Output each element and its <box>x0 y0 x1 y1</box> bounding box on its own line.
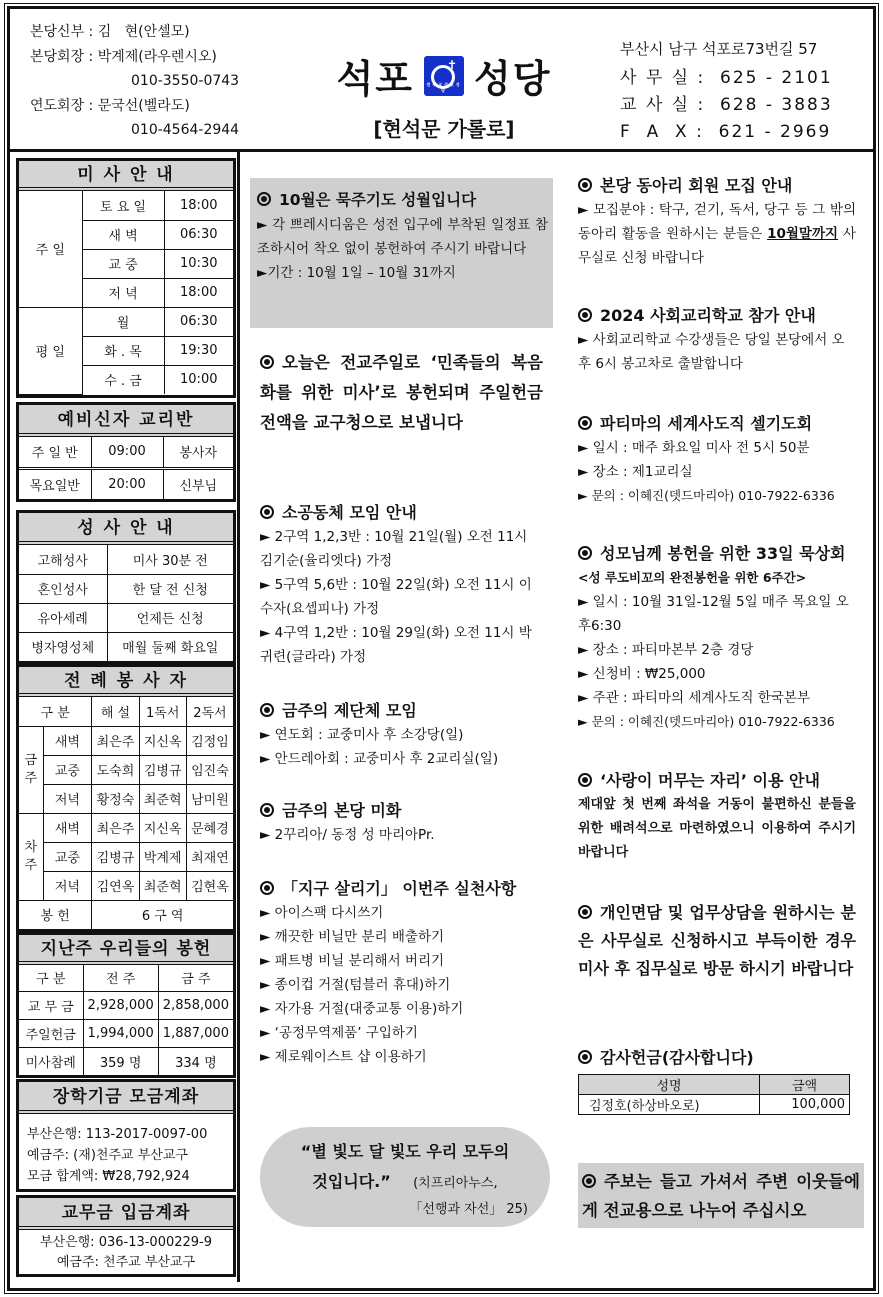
list-item: ► 장소 : 제1교리실 <box>578 464 693 480</box>
list-item: ► 신청비 : ₩25,000 <box>578 666 706 682</box>
staff-phone: 010-4564-2944 <box>131 122 240 138</box>
next-week-label: 차주 <box>19 813 43 900</box>
tithe-title: 교무금 입금계좌 <box>19 1198 233 1230</box>
section-title: 개인면담 및 업무상담을 원하시는 분은 사무실로 신청하시고 부득이한 경우 미사 후 집무실로 방문 하시기 바랍니다 <box>578 903 856 978</box>
bullet-icon <box>260 505 274 519</box>
section-title: 오늘은 전교주일로 ‘민족들의 복음화를 위한 미사’로 봉헌되며 주일헌금 전액을 교구청으로 보냅니다 <box>260 353 543 432</box>
account-line: 부산은행: 036-13-000229-9 <box>39 1235 213 1250</box>
section-body: ► 각 쁘레시디움은 성전 입구에 부착된 일정표 참조하시어 착오 없이 봉헌하여 주시기 바랍니다 <box>257 217 548 257</box>
list-item: ► 패트병 비닐 분리해서 버리기 <box>260 953 445 969</box>
phone-fax: F A X : 621 - 2969 <box>620 122 832 142</box>
mass-name: 월 <box>82 307 164 336</box>
share-bulletin-notice <box>578 1163 864 1228</box>
consecration-notice <box>578 541 856 734</box>
quote-text: “별 빛도 달 빛도 우리 모두의 <box>300 1142 510 1161</box>
header <box>10 10 873 152</box>
col-header: 금액 <box>760 1075 850 1095</box>
bullet-icon <box>260 703 274 717</box>
account-line: 예금주: (재)천주교 부산교구 <box>27 1148 188 1163</box>
list-item: ► 4구역 1,2반 : 10월 29일(화) 오전 11시 박귀련(글라라) 가정 <box>260 625 532 665</box>
col-header: 해 설 <box>92 697 139 726</box>
section-title: 「지구 살리기」 이번주 실천사항 <box>260 876 543 901</box>
staff-pastor <box>30 20 239 45</box>
section-title: 10월은 묵주기도 성월입니다 <box>257 188 548 213</box>
section-title: 본당 동아리 회원 모집 안내 <box>578 173 856 198</box>
scholarship-details <box>19 1114 233 1193</box>
sacrament-info: 매월 둘째 화요일 <box>107 632 233 661</box>
sacrament-name: 혼인성사 <box>19 574 107 603</box>
liturgy-servers <box>16 664 236 932</box>
account-line: 예금주: 천주교 부산교구 <box>56 1255 196 1270</box>
section-body: ► 모집분야 : 탁구, 걷기, 독서, 당구 등 그 밖의 동아리 활동을 원하시는 분들은 10월말까지 사무실로 신청 바랍니다 <box>578 202 856 266</box>
donor-amount: 100,000 <box>760 1095 850 1115</box>
sacrament-name: 고해성사 <box>19 545 107 574</box>
thanksgiving-offering <box>578 1045 856 1115</box>
class-time: 20:00 <box>91 468 163 499</box>
list-item: ► 주관 : 파티마의 세계사도직 한국본부 <box>578 690 811 706</box>
staff-value: 김 현(안셀모) <box>97 24 190 40</box>
mass-name: 새 벽 <box>82 220 164 249</box>
thanks-table <box>578 1074 850 1115</box>
bullet-icon <box>578 416 592 430</box>
fatima-prayer-notice <box>578 411 856 508</box>
offerings-table: 구 분 전 주 금 주 교 무 금 2,928,000 2,858,000 주일헌금 1,994,000 1,887,000 미사참례 359 명 334 명 <box>19 965 233 1075</box>
bullet-icon <box>260 355 274 369</box>
list-item: ► ‘공정무역제품’ 구입하기 <box>260 1025 418 1041</box>
quote-citation-source: 「선행과 자선」 25) <box>409 1202 528 1217</box>
list-item: ► 아이스팩 다시쓰기 <box>260 905 384 921</box>
mass-time: 18:00 <box>164 278 233 307</box>
col-header: 구 분 <box>19 697 92 726</box>
sacraments <box>16 510 236 664</box>
scholarship-title: 장학기금 모금계좌 <box>19 1082 233 1114</box>
staff-info <box>30 20 239 143</box>
class-name: 목요일반 <box>19 468 91 499</box>
staff-label: 본당신부 : <box>30 24 98 40</box>
list-item: ► 자가용 거절(대중교통 이용)하기 <box>260 1001 464 1017</box>
offerings-title: 지난주 우리들의 봉헌 <box>19 935 233 965</box>
mass-name: 토 요 일 <box>82 191 164 220</box>
catechumen-class <box>16 402 236 502</box>
list-item: ► 깨끗한 비닐만 분리 배출하기 <box>260 929 445 945</box>
catechumen-title: 예비신자 교리반 <box>19 405 233 437</box>
bullet-icon <box>578 308 592 322</box>
section-body: 제대앞 첫 번째 좌석을 거동이 불편하신 분들을 위한 배려석으로 마련하였으니 이용하여 주시기 바랍니다 <box>578 797 856 860</box>
section-title: 금주의 본당 미화 <box>260 798 543 823</box>
section-title: 금주의 제단체 모임 <box>260 698 543 723</box>
mass-name: 화 . 목 <box>82 336 164 365</box>
staff-value: 박계제(라우렌시오) <box>97 48 217 65</box>
consultation-notice <box>578 899 856 983</box>
section-title: 파티마의 세계사도직 셀기도회 <box>578 411 856 436</box>
title-left: 석포 <box>336 57 414 101</box>
address: 부산시 남구 석포로73번길 57 <box>620 40 818 58</box>
section-period: ►기간 : 10월 1일 – 10월 31까지 <box>257 265 456 281</box>
groups-meeting-notice <box>250 698 553 771</box>
sacrament-info: 미사 30분 전 <box>107 545 233 574</box>
col-header: 1독서 <box>139 697 186 726</box>
list-item: ► 제로웨이스트 샵 이용하기 <box>260 1049 427 1065</box>
liturgy-table: 구 분 해 설 1독서 2독서 금주 새벽 최은주 지신옥 김정임 교중 도숙희 김병규 임진숙 저녁 황정숙 최준혁 남미원 차주 새벽 최은주 지신옥 문혜경 교중 김병규 박계제 최재연 저녁 김연옥 최준혁 김현옥 봉 헌 6 구 역 <box>19 697 233 929</box>
staff-president <box>30 45 239 70</box>
liturgy-title: 전 례 봉 사 자 <box>19 667 233 697</box>
mass-time: 06:30 <box>164 307 233 336</box>
mass-time: 18:00 <box>164 191 233 220</box>
sacrament-name: 병자영성체 <box>19 632 107 661</box>
list-item: ► 연도회 : 교중미사 후 소강당(일) <box>260 727 464 743</box>
tithe-details <box>19 1230 233 1279</box>
cleaning-notice <box>250 798 553 847</box>
list-item: ► 안드레아회 : 교중미사 후 2교리실(일) <box>260 751 499 767</box>
list-item: ► 일시 : 매주 화요일 미사 전 5시 50분 <box>578 440 810 456</box>
this-week-label: 금주 <box>19 726 43 813</box>
section-title: 감사헌금(감사합니다) <box>578 1045 856 1070</box>
bullet-icon <box>260 881 274 895</box>
section-title: ‘사랑이 머무는 자리’ 이용 안내 <box>578 768 856 793</box>
priority-seat-notice <box>578 768 856 865</box>
bullet-icon <box>578 905 592 919</box>
weekday-label: 평 일 <box>19 307 82 394</box>
mission-sunday-notice <box>250 348 553 438</box>
deadline-highlight: 10월말까지 <box>767 226 839 242</box>
staff-prayer-leader <box>30 94 239 119</box>
donor-name: 김정호(하상바오로) <box>579 1095 760 1115</box>
bullet-icon <box>260 803 274 817</box>
sacraments-table <box>19 545 233 661</box>
list-item: ► 5구역 5,6반 : 10월 22일(화) 오전 11시 이수자(요셉피나) 가정 <box>260 577 532 617</box>
list-item: ► 장소 : 파티마본부 2층 경당 <box>578 642 754 658</box>
left-column <box>10 152 240 1282</box>
mass-name: 교 중 <box>82 249 164 278</box>
bullet-icon <box>578 546 592 560</box>
social-doctrine-notice <box>578 303 856 376</box>
mass-time: 19:30 <box>164 336 233 365</box>
sacrament-name: 유아세례 <box>19 603 107 632</box>
class-teacher: 신부님 <box>163 468 233 499</box>
section-title: 2024 사회교리학교 참가 안내 <box>578 303 856 328</box>
offering-value: 6 구 역 <box>92 900 233 929</box>
bullet-icon <box>578 1050 592 1064</box>
offering-label: 봉 헌 <box>19 900 92 929</box>
staff-phone: 010-3550-0743 <box>131 73 240 89</box>
small-community-notice <box>250 500 553 669</box>
mass-time: 10:00 <box>164 365 233 394</box>
mass-table <box>19 191 233 395</box>
rosary-month-notice <box>250 178 553 328</box>
list-item: ► 문의 : 이혜진(뎃드마리아) 010-7922-6336 <box>578 488 835 503</box>
mass-name: 저 녁 <box>82 278 164 307</box>
quote-text-end: 것입니다.” (치프리아누스, <box>312 1172 498 1191</box>
mass-schedule <box>16 158 236 398</box>
list-item: ► 일시 : 10월 31일-12월 5일 매주 목요일 오후6:30 <box>578 594 849 634</box>
list-item: ► 문의 : 이혜진(뎃드마리아) 010-7922-6336 <box>578 714 835 729</box>
phone-office: 사 무 실 : 625 - 2101 <box>620 68 833 88</box>
church-patron: [현석문 가롤로] <box>373 117 515 141</box>
class-teacher: 봉사자 <box>163 437 233 468</box>
bullet-icon <box>582 1174 596 1188</box>
bullet-icon <box>578 178 592 192</box>
mass-schedule-title: 미 사 안 내 <box>19 161 233 191</box>
catechumen-table <box>19 437 233 499</box>
bullet-icon <box>257 192 271 206</box>
club-recruit-notice <box>578 173 856 270</box>
account-line: 부산은행: 113-2017-0097-00 <box>27 1127 208 1142</box>
sacrament-info: 한 달 전 신청 <box>107 574 233 603</box>
staff-value: 문국선(벨라도) <box>97 97 190 114</box>
church-logo-icon: ✝ 천주교석포성당 <box>424 56 464 96</box>
tithe-account <box>16 1195 236 1277</box>
list-item: ► 2꾸리아/ 동정 성 마리아Pr. <box>260 827 435 843</box>
account-total: 모금 합계액: ₩28,792,924 <box>27 1169 190 1184</box>
col-header: 2독서 <box>186 697 233 726</box>
sacrament-info: 언제든 신청 <box>107 603 233 632</box>
bullet-icon <box>578 773 592 787</box>
sacraments-title: 성 사 안 내 <box>19 513 233 545</box>
staff-label: 연도회장 : <box>30 97 98 114</box>
class-time: 09:00 <box>91 437 163 468</box>
mass-name: 수 . 금 <box>82 365 164 394</box>
church-name <box>314 48 574 103</box>
title-right: 성당 <box>474 57 552 101</box>
section-body: ► 사회교리학교 수강생들은 당일 본당에서 오후 6시 봉고차로 출발합니다 <box>578 332 845 372</box>
section-title: 성모님께 봉헌을 위한 33일 묵상회 <box>578 541 856 566</box>
class-name: 주 일 반 <box>19 437 91 468</box>
mass-time: 10:30 <box>164 249 233 278</box>
col-header: 성명 <box>579 1075 760 1095</box>
quote-bubble <box>260 1127 550 1227</box>
section-subtitle: <성 루도비꼬의 완전봉헌을 위한 6주간> <box>578 570 807 585</box>
list-item: ► 2구역 1,2,3반 : 10월 21일(월) 오전 11시 김기순(율리엣다) 가정 <box>260 529 528 569</box>
section-title: 주보는 들고 가셔서 주변 이웃들에게 전교용으로 나누어 주십시오 <box>582 1172 860 1220</box>
section-title: 소공동체 모임 안내 <box>260 500 543 525</box>
staff-label: 본당회장 : <box>30 48 98 65</box>
scholarship-account <box>16 1079 236 1192</box>
phone-teachers: 교 사 실 : 628 - 3883 <box>620 95 833 115</box>
earth-saving-notice <box>250 876 553 1069</box>
list-item: ► 종이컵 거절(텀블러 휴대)하기 <box>260 977 451 993</box>
church-title <box>314 48 574 142</box>
sunday-label: 주 일 <box>19 191 82 307</box>
quote-citation: (치프리아누스, <box>413 1176 498 1191</box>
mass-time: 06:30 <box>164 220 233 249</box>
offerings-summary <box>16 932 236 1078</box>
contact-info <box>620 36 833 146</box>
